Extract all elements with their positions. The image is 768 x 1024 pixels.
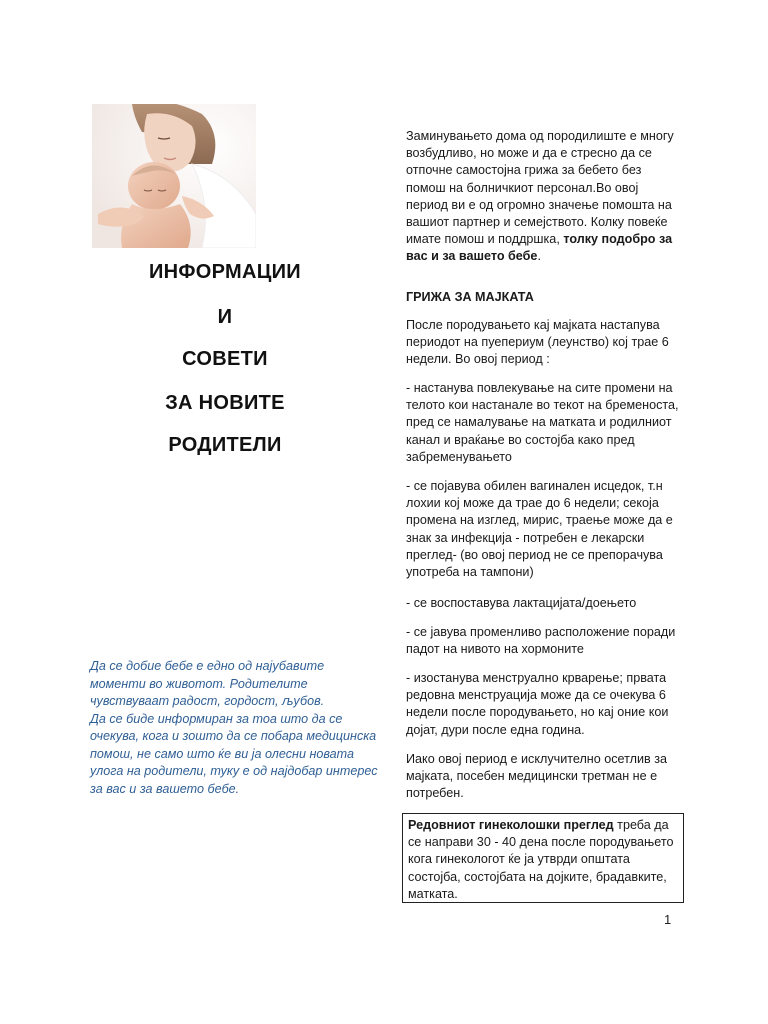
note-text: треба да се направи 30 - 40 дена после породувањето кога гинекологот ќе ја утврди општата состојба, состојбата на дојките, брадавките, матката. bbox=[408, 818, 674, 901]
list-item: - се појавува обилен вагинален исцедок, т.н лохии кој може да трае до 6 недели; секоја промена на изглед, мирис, траење може да е знак за инфекција - потребен е лекарски преглед- (во овој период не се препорачува употреба на тампони) bbox=[406, 479, 673, 580]
intro-paragraph-1: Да се добие бебе е едно од најубавите моменти во животот. Родителите чувствуваат радост, гордост, љубов. bbox=[90, 659, 325, 708]
title-line-4: ЗА НОВИТЕ bbox=[165, 392, 285, 414]
intro-paragraph-2: Да се биде информиран за тоа што да се очекува, кога и зошто да се побара медицинска помош, не само што ќе ви ја олесни новата улога на родители, туку е од најдобар интерес за вас и за вашето бебе. bbox=[90, 711, 378, 796]
paragraph-sensitive-period: Иако овој период е исклучително осетлив за мајката, посебен медицински третман не е потребен. bbox=[406, 752, 667, 801]
opening-paragraph bbox=[406, 128, 682, 266]
note-bold-text: Редовниот гинеколошки преглед bbox=[408, 818, 614, 832]
paragraph-puerperium: После породувањето кај мајката настапува периодот на пуепериум (леунство) кој трае 6 недели. Во овој период : bbox=[406, 318, 669, 367]
list-item: - се воспоставува лактацијата/доењето bbox=[406, 596, 637, 610]
opening-end: . bbox=[537, 249, 541, 264]
opening-bold-text: толку подобро за вас и за вашето бебе bbox=[406, 232, 673, 264]
mother-with-baby-photo-icon bbox=[92, 104, 256, 248]
list-item: - се јавува променливо расположение поради падот на нивото на хормоните bbox=[406, 625, 676, 657]
list-item: - настанува повлекување на сите промени на телото кои настанале во текот на бременоста, пред се намалување на матката и родилниот канал и враќање во состојба како пред забременувањето bbox=[406, 381, 679, 464]
gynecology-exam-note bbox=[402, 813, 684, 903]
list-item: - изостанува менструално крварење; првата редовна менструација може да се очекува 6 недели после породувањето, но кај оние кои дојат, дури после една година. bbox=[406, 671, 669, 737]
mother-baby-photo bbox=[92, 104, 256, 248]
intro-text bbox=[90, 658, 380, 798]
title-line-5: РОДИТЕЛИ bbox=[168, 434, 282, 456]
section-heading: ГРИЖА ЗА МАЈКАТА bbox=[406, 290, 534, 304]
opening-text: Заминувањето дома од породилиште е многу возбудливо, но може и да е стресно да се отпочне самостојна грижа за бебето без помош на болничкиот персонал.Во овој период ви е од огромно значење помошта на вашиот партнер и семејството. Колку повеќе имате помош и поддршка, bbox=[406, 129, 674, 247]
title-line-2: И bbox=[217, 306, 233, 328]
title-line-3: СОВЕТИ bbox=[182, 348, 268, 370]
page-number: 1 bbox=[664, 912, 672, 927]
title-line-1: ИНФОРМАЦИИ bbox=[149, 261, 301, 283]
